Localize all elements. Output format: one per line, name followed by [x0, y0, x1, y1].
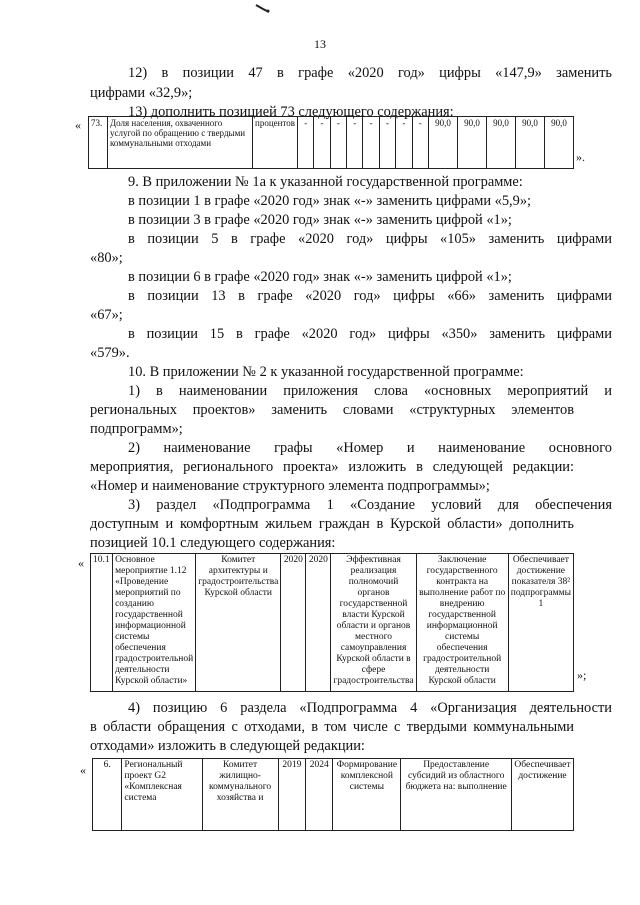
table-position-10-1	[90, 553, 574, 692]
cell-end-year: 2024	[306, 759, 333, 831]
cell-dash: -	[314, 117, 330, 169]
cell-expected-result: Формирование комплексной системы	[333, 759, 401, 831]
page-number: 13	[314, 37, 326, 51]
paragraph-line: «Номер и наименование структурного элемента подпрограммы»;	[90, 478, 490, 494]
cell-executor: Комитет архитектуры и градостроительства Курской области	[196, 554, 281, 692]
cell-value: 90,0	[487, 117, 516, 169]
cell-indicator-link: Обеспечивает достижение	[511, 759, 573, 831]
cell-dash: -	[379, 117, 395, 169]
paragraph-line: 12) в позиции 47 в графе «2020 год» цифры «147,9» заменить	[128, 65, 612, 81]
cell-executor: Комитет жилищно-коммунального хозяйства и	[202, 759, 278, 831]
cell-indicator-name: Доля населения, охваченного услугой по обращению с твердыми коммунальными отходами	[108, 117, 253, 169]
cell-expected-result: Эффективная реализация полномочий органов государственной власти Курской области и органов местного самоуправления Курской области в сфере градостроительства	[331, 554, 416, 692]
cell-num: 6.	[93, 759, 122, 831]
paragraph-line: 4) позицию 6 раздела «Подпрограмма 4 «Организация деятельности	[128, 700, 612, 716]
paragraph-line: доступным и комфортным жильем граждан в Курской области» дополнить	[90, 516, 574, 532]
paragraph-line: в позиции 13 в графе «2020 год» цифры «66» заменить цифрами	[128, 288, 612, 304]
paragraph-line: в позиции 5 в графе «2020 год» цифры «105» заменить цифрами	[128, 231, 612, 247]
paragraph-line: «579».	[90, 345, 130, 361]
paragraph-line: 13) дополнить позицией 73 следующего содержания:	[128, 104, 454, 120]
cell-value: 90,0	[516, 117, 545, 169]
cell-start-year: 2019	[278, 759, 305, 831]
cell-unit: процентов	[253, 117, 298, 169]
scan-mark	[255, 3, 271, 13]
cell-num: 73.	[89, 117, 108, 169]
paragraph-line: 10. В приложении № 2 к указанной государственной программе:	[128, 364, 524, 380]
cell-main-directions: Заключение государственного контракта на выполнение работ по внедрению государственной информационной системы обеспечения градостроительной деятельности Курской области	[416, 554, 508, 692]
paragraph-line: подпрограмм»;	[90, 421, 183, 437]
table-position-6	[92, 758, 574, 831]
paragraph-line: 1) в наименовании приложения слова «основных мероприятий и	[128, 383, 612, 399]
cell-dash: -	[396, 117, 412, 169]
cell-start-year: 2020	[281, 554, 306, 692]
paragraph-line: цифрами «32,9»;	[90, 85, 193, 101]
paragraph-line: 2) наименование графы «Номер и наименование основного	[128, 440, 612, 456]
table-position-73	[88, 116, 574, 169]
paragraph-line: мероприятия, регионального проекта» изложить в следующей редакции:	[90, 459, 574, 475]
paragraph-line: в позиции 15 в графе «2020 год» цифры «350» заменить цифрами	[128, 326, 612, 342]
cell-dash: -	[298, 117, 314, 169]
cell-dash: -	[412, 117, 428, 169]
paragraph-line: в позиции 3 в графе «2020 год» знак «-» заменить цифрой «1»;	[128, 212, 512, 228]
cell-num: 10.1	[91, 554, 113, 692]
cell-dash: -	[347, 117, 363, 169]
open-quote: «	[78, 556, 84, 570]
paragraph-line: в области обращения с отходами, в том числе с твердыми коммунальными	[90, 719, 574, 735]
cell-value: 90,0	[429, 117, 458, 169]
paragraph-line: 9. В приложении № 1а к указанной государственной программе:	[128, 174, 523, 190]
cell-main-directions: Предоставление субсидий из областного бюджета на: выполнение	[401, 759, 512, 831]
cell-activity-name: Региональный проект G2 «Комплексная система	[122, 759, 202, 831]
paragraph-line: отходами» изложить в следующей редакции:	[90, 738, 365, 754]
paragraph-line: «80»;	[90, 250, 123, 266]
open-quote: «	[80, 763, 86, 777]
cell-activity-name: Основное мероприятие 1.12 «Проведение мероприятий по созданию государственной информационной системы обеспечения градостроительной деятельности Курской области»	[113, 554, 196, 692]
paragraph-line: региональных проектов» заменить словами «структурных элементов	[90, 402, 574, 418]
cell-value: 90,0	[545, 117, 574, 169]
paragraph-line: «67»;	[90, 307, 123, 323]
paragraph-line: 3) раздел «Подпрограмма 1 «Создание условий для обеспечения	[128, 497, 612, 513]
paragraph-line: в позиции 6 в графе «2020 год» знак «-» заменить цифрой «1»;	[128, 269, 512, 285]
paragraph-line: позицией 10.1 следующего содержания:	[90, 535, 336, 551]
cell-dash: -	[363, 117, 379, 169]
cell-end-year: 2020	[306, 554, 331, 692]
cell-indicator-link: Обеспечивает достижение показателя 38² подпрограммы 1	[508, 554, 573, 692]
close-quote: »;	[577, 668, 587, 682]
close-quote: ».	[576, 150, 585, 164]
cell-dash: -	[330, 117, 346, 169]
paragraph-line: в позиции 1 в графе «2020 год» знак «-» заменить цифрами «5,9»;	[128, 193, 532, 209]
open-quote: «	[75, 118, 81, 132]
cell-value: 90,0	[458, 117, 487, 169]
